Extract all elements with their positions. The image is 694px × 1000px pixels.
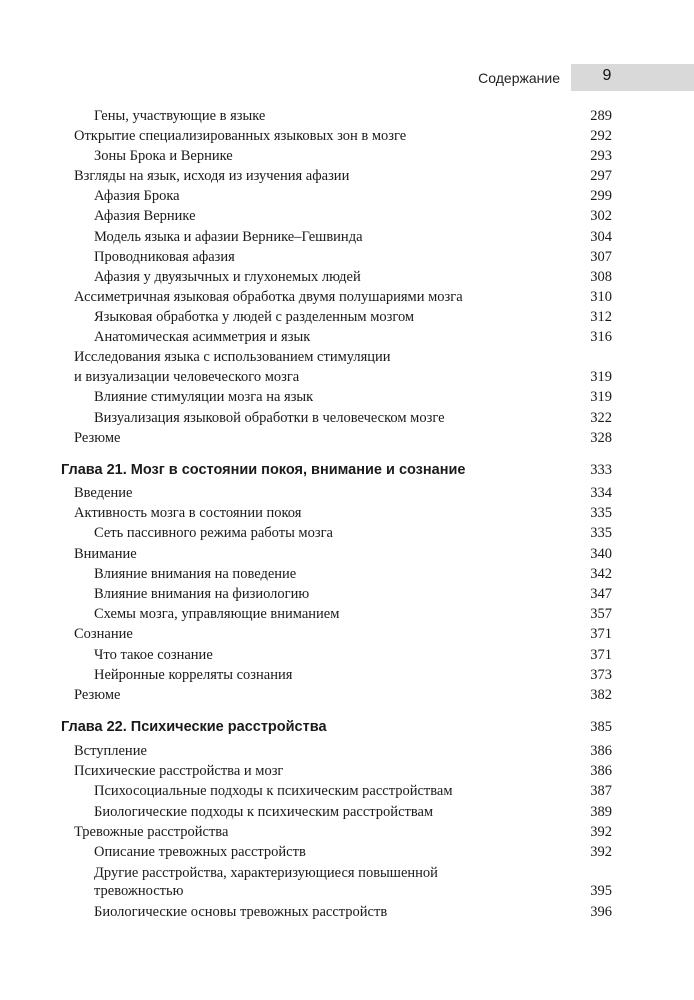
- toc-entry-title: Введение: [74, 485, 133, 501]
- toc-entry-title: Гены, участвующие в языке: [94, 108, 266, 124]
- toc-entry-page: 328: [590, 430, 612, 446]
- toc-entry-page: 373: [590, 667, 612, 683]
- toc-entry-title: тревожностью: [94, 883, 184, 899]
- toc-entry-title: Резюме: [74, 687, 121, 703]
- toc-entry-page: 342: [590, 566, 612, 582]
- toc-entry-title: Афазия Брока: [94, 188, 180, 204]
- toc-entry-title: и визуализации человеческого мозга: [74, 369, 300, 385]
- toc-entry-title: Биологические основы тревожных расстройств: [94, 904, 388, 920]
- toc-entry-page: 333: [590, 462, 612, 478]
- toc-chapter-title: Глава 22. Психические расстройства: [61, 719, 327, 735]
- toc-entry-title: Влияние внимания на поведение: [94, 566, 297, 582]
- toc-entry-title: Модель языка и афазии Вернике–Гешвинда: [94, 229, 363, 245]
- toc-entry-page: 395: [590, 883, 612, 899]
- toc-entry-title: Визуализация языковой обработки в человеческом мозге: [94, 410, 445, 426]
- running-header-title: Содержание: [478, 70, 560, 86]
- toc-entry-page: 392: [590, 824, 612, 840]
- toc-entry-title: Внимание: [74, 546, 137, 562]
- toc-entry-page: 307: [590, 249, 612, 265]
- page-number-tab: [571, 64, 694, 91]
- toc-entry-page: 322: [590, 410, 612, 426]
- toc-entry-page: 382: [590, 687, 612, 703]
- toc-entry-title: Нейронные корреляты сознания: [94, 667, 293, 683]
- toc-entry-title: Тревожные расстройства: [74, 824, 229, 840]
- toc-entry-page: 293: [590, 148, 612, 164]
- toc-entry-title: Активность мозга в состоянии покоя: [74, 505, 302, 521]
- toc-entry-title: Психические расстройства и мозг: [74, 763, 284, 779]
- toc-entry-page: 392: [590, 844, 612, 860]
- toc-entry-title: Сеть пассивного режима работы мозга: [94, 525, 333, 541]
- toc-entry-title: Другие расстройства, характеризующиеся повышенной: [94, 865, 438, 881]
- toc-entry-title: Описание тревожных расстройств: [94, 844, 306, 860]
- toc-entry-title: Психосоциальные подходы к психическим расстройствам: [94, 783, 453, 799]
- toc-entry-page: 386: [590, 763, 612, 779]
- toc-entry-title: Взгляды на язык, исходя из изучения афазии: [74, 168, 350, 184]
- toc-entry-title: Проводниковая афазия: [94, 249, 235, 265]
- toc-entry-title: Анатомическая асимметрия и язык: [94, 329, 311, 345]
- toc-entry-page: 335: [590, 525, 612, 541]
- toc-entry-title: Биологические подходы к психическим расстройствам: [94, 804, 434, 820]
- toc-entry-title: Афазия Вернике: [94, 208, 196, 224]
- toc-entry-title: Исследования языка с использованием стимуляции: [74, 349, 391, 365]
- toc-entry-title: Открытие специализированных языковых зон в мозге: [74, 128, 407, 144]
- toc-entry-title: Вступление: [74, 743, 147, 759]
- page-number: 9: [602, 67, 612, 84]
- toc-entry-title: Языковая обработка у людей с разделенным мозгом: [94, 309, 415, 325]
- toc-entry-page: 316: [590, 329, 612, 345]
- toc-entry-title: Резюме: [74, 430, 121, 446]
- toc-entry-page: 312: [590, 309, 612, 325]
- toc-entry-page: 347: [590, 586, 612, 602]
- toc-entry-title: Что такое сознание: [94, 647, 213, 663]
- toc-entry-title: Сознание: [74, 626, 133, 642]
- toc-entry-page: 371: [590, 647, 612, 663]
- toc-entry-page: 308: [590, 269, 612, 285]
- toc-entry-page: 334: [590, 485, 612, 501]
- toc-entry-page: 319: [590, 369, 612, 385]
- toc-entry-page: 335: [590, 505, 612, 521]
- toc-entry-title: Схемы мозга, управляющие вниманием: [94, 606, 340, 622]
- toc-entry-page: 292: [590, 128, 612, 144]
- toc-entry-title: Афазия у двуязычных и глухонемых людей: [94, 269, 361, 285]
- toc-entry-page: 310: [590, 289, 612, 305]
- toc-entry-page: 319: [590, 389, 612, 405]
- toc-entry-page: 340: [590, 546, 612, 562]
- toc-entry-page: 396: [590, 904, 612, 920]
- toc-entry-page: 289: [590, 108, 612, 124]
- toc-entry-page: 386: [590, 743, 612, 759]
- toc-entry-page: 297: [590, 168, 612, 184]
- toc-entry-page: 389: [590, 804, 612, 820]
- toc-chapter-title: Глава 21. Мозг в состоянии покоя, внимание и сознание: [61, 462, 466, 478]
- toc-entry-page: 302: [590, 208, 612, 224]
- toc-entry-page: 387: [590, 783, 612, 799]
- toc-entry-title: Влияние стимуляции мозга на язык: [94, 389, 314, 405]
- toc-entry-title: Ассиметричная языковая обработка двумя полушариями мозга: [74, 289, 463, 305]
- toc-entry-page: 385: [590, 719, 612, 735]
- toc-entry-page: 371: [590, 626, 612, 642]
- toc-entry-page: 304: [590, 229, 612, 245]
- toc-entry-title: Зоны Брока и Вернике: [94, 148, 233, 164]
- toc-entry-title: Влияние внимания на физиологию: [94, 586, 310, 602]
- toc-entry-page: 299: [590, 188, 612, 204]
- toc-entry-page: 357: [590, 606, 612, 622]
